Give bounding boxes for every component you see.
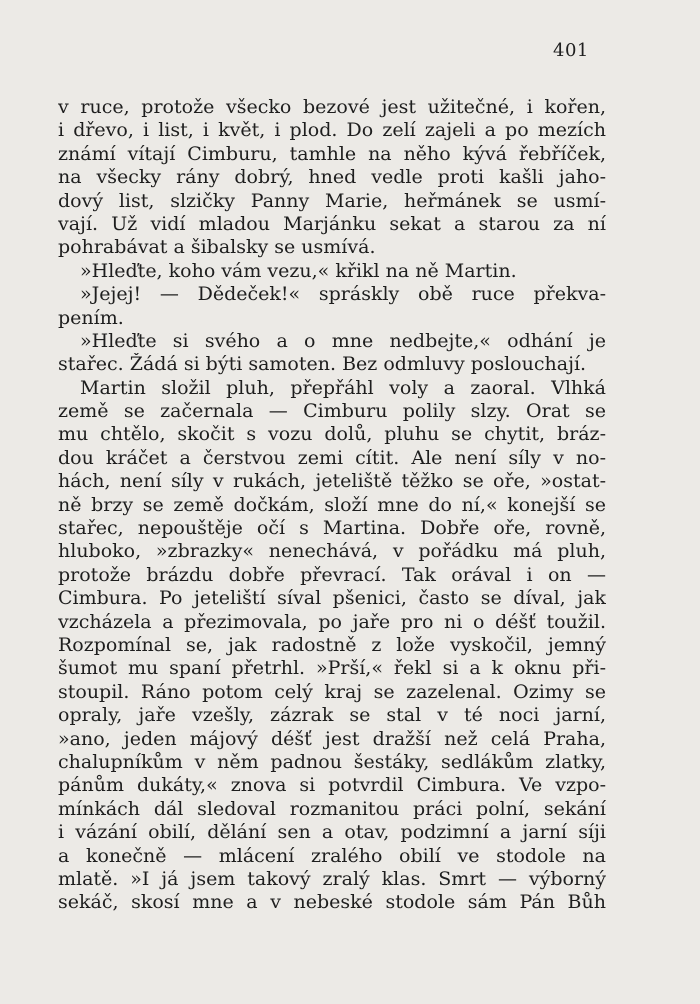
text-line: pánům dukáty,« znova si potvrdil Cimbura. Ve vzpo- [58, 774, 606, 797]
text-line: dou kráčet a čerstvou zemi cítit. Ale není síly v no- [58, 446, 606, 469]
text-line: Cimbura. Po jeteliští síval pšenici, často se díval, jak [58, 587, 606, 610]
text-line: protože brázdu dobře převrací. Tak orával i on — [58, 563, 606, 586]
text-line: země se začernala — Cimburu polily slzy. Orat se [58, 400, 606, 423]
text-line: pením. [58, 306, 124, 329]
text-line: stařec, nepouštěje očí s Martina. Dobře oře, rovně, [58, 517, 606, 540]
text-line: vzcházela a přezimovala, po jaře pro ni o déšť toužil. [58, 610, 606, 633]
text-line: »Hleďte, koho vám vezu,« křikl na ně Martin. [80, 259, 517, 282]
text-line: chalupníkům v něm padnou šestáky, sedlákům zlatky, [58, 750, 606, 773]
text-line: na všecky rány dobrý, hned vedle proti kašli jaho- [58, 166, 606, 189]
text-line: vají. Už vidí mladou Marjánku sekat a starou za ní [58, 212, 606, 235]
text-line: mlatě. »I já jsem takový zralý klas. Smrt — výborný [58, 867, 606, 890]
text-line: mínkách dál sledoval rozmanitou práci polní, sekání [58, 797, 606, 820]
page-number: 401 [553, 40, 589, 61]
text-line: hluboko, »zbrazky« nenechává, v pořádku má pluh, [58, 540, 606, 563]
text-line: dový list, slzičky Panny Marie, heřmánek se usmí- [58, 189, 606, 212]
text-line: a konečně — mlácení zralého obilí ve stodole na [58, 844, 606, 867]
text-line: mu chtělo, skočit s vozu dolů, pluhu se chytit, bráz- [58, 423, 606, 446]
text-line: »ano, jeden májový déšť jest dražší než celá Praha, [58, 727, 606, 750]
text-line: sekáč, skosí mne a v nebeské stodole sám Pán Bůh [58, 891, 606, 914]
text-line: Martin složil pluh, přepřáhl voly a zaoral. Vlhká [80, 376, 606, 399]
text-line: Rozpomínal se, jak radostně z lože vyskočil, jemný [58, 633, 606, 656]
text-line: hách, není síly v rukách, jeteliště těžko se oře, »ostat- [58, 470, 606, 493]
text-line: známí vítají Cimburu, tamhle na něho kývá řebříček, [58, 142, 606, 165]
text-line: stoupil. Ráno potom celý kraj se zazelenal. Ozimy se [58, 680, 606, 703]
text-line: šumot mu spaní přetrhl. »Prší,« řekl si a k oknu při- [58, 657, 606, 680]
text-line: ně brzy se země dočkám, složí mne do ní,« konejší se [58, 493, 606, 516]
body-text [58, 96, 606, 915]
text-line: i vázání obilí, dělání sen a otav, podzimní a jarní síji [58, 821, 606, 844]
text-line: »Jejej! — Dědeček!« spráskly obě ruce překva- [80, 283, 606, 306]
text-line: pohrabávat a šibalsky se usmívá. [58, 236, 376, 259]
text-line: stařec. Žádá si býti samoten. Bez odmluvy poslouchají. [58, 353, 587, 376]
text-line: i dřevo, i list, i květ, i plod. Do zelí zajeli a po mezích [58, 119, 606, 142]
text-line: »Hleďte si svého a o mne nedbejte,« odhání je [80, 329, 606, 352]
text-line: v ruce, protože všecko bezové jest užitečné, i kořen, [58, 96, 606, 118]
text-line: opraly, jaře vzešly, zázrak se stal v té noci jarní, [58, 704, 606, 727]
